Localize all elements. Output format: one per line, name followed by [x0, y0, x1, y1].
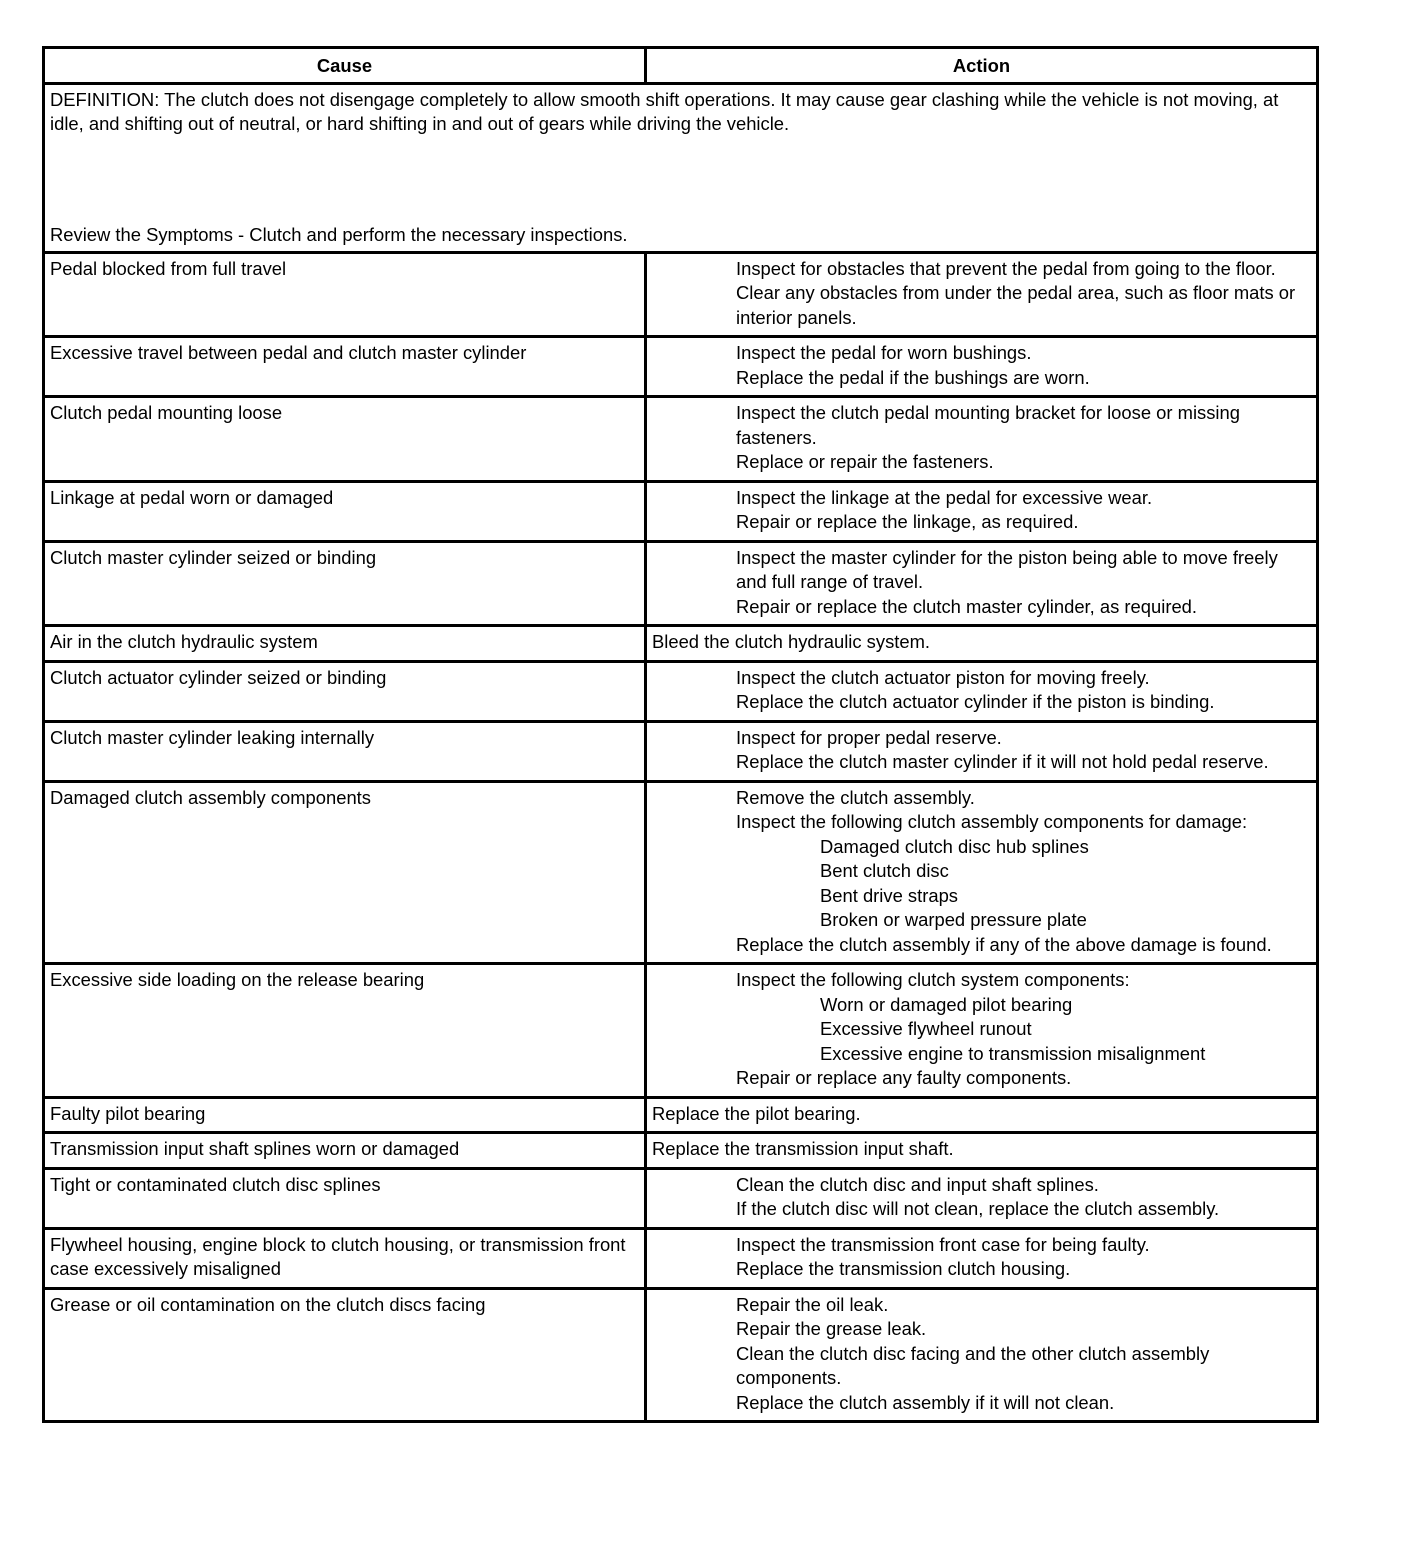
cause-header: Cause	[44, 48, 646, 84]
action-item: Repair or replace the linkage, as required.	[736, 511, 1079, 532]
action-item: Replace the clutch master cylinder if it will not hold pedal reserve.	[736, 751, 1269, 772]
header-row	[44, 48, 1318, 84]
cause-cell: Linkage at pedal worn or damaged	[44, 481, 646, 541]
action-item: Inspect the linkage at the pedal for excessive wear.	[736, 486, 1153, 508]
action-item: Repair or replace the clutch master cylinder, as required.	[736, 595, 1198, 617]
action-item: Inspect for obstacles that prevent the pedal from going to the floor.	[736, 257, 1276, 279]
action-list	[652, 726, 1311, 775]
action-item: Clean the clutch disc and input shaft splines.	[736, 1173, 1099, 1195]
action-item: Inspect the pedal for worn bushings.	[736, 342, 1032, 363]
action-list	[652, 257, 1311, 331]
table-row	[44, 781, 1318, 964]
action-item: Inspect for proper pedal reserve.	[736, 726, 1002, 748]
action-list	[652, 786, 1311, 958]
action-item: Remove the clutch assembly.	[736, 786, 975, 808]
table-row	[44, 1097, 1318, 1133]
action-item: Repair or replace any faulty components.	[736, 1067, 1072, 1088]
action-list	[652, 666, 1311, 715]
action-list	[652, 1137, 1311, 1162]
action-item: Bleed the clutch hydraulic system.	[652, 631, 931, 652]
definition-text: DEFINITION: The clutch does not disengage completely to allow smooth shift operations. It may cause gear clashing while the vehicle is not moving, at idle, and shifting out of neutral, or hard shifting in and out of gears while driving the vehicle.	[50, 88, 1279, 134]
action-cell	[646, 337, 1318, 397]
action-item: Replace the transmission input shaft.	[652, 1138, 954, 1159]
action-cell	[646, 626, 1318, 662]
action-item: Inspect the clutch pedal mounting bracket for loose or missing fasteners.	[736, 402, 1240, 448]
action-list	[652, 401, 1311, 475]
table-row	[44, 337, 1318, 397]
definition-row	[44, 83, 1318, 252]
table-row	[44, 964, 1318, 1098]
action-subitem: Bent drive straps	[820, 884, 958, 906]
action-header: Action	[646, 48, 1318, 84]
cause-cell: Excessive travel between pedal and clutch master cylinder	[44, 337, 646, 397]
table-row	[44, 1133, 1318, 1169]
action-list	[652, 546, 1311, 620]
action-cell	[646, 661, 1318, 721]
action-item: Replace the clutch actuator cylinder if the piston is binding.	[736, 691, 1215, 712]
action-item: Inspect the transmission front case for being faulty.	[736, 1233, 1150, 1255]
table-row	[44, 1168, 1318, 1228]
action-cell	[646, 781, 1318, 964]
action-list	[652, 341, 1311, 390]
table-row	[44, 541, 1318, 626]
action-subitem: Bent clutch disc	[820, 860, 949, 881]
action-item: Clean the clutch disc facing and the other clutch assembly components.	[736, 1342, 1210, 1388]
action-item: Inspect the clutch actuator piston for moving freely.	[736, 666, 1150, 688]
action-cell	[646, 252, 1318, 337]
action-cell	[646, 721, 1318, 781]
action-item: Replace the transmission clutch housing.	[736, 1258, 1071, 1279]
action-cell	[646, 1228, 1318, 1288]
cause-cell: Tight or contaminated clutch disc splines	[44, 1168, 646, 1228]
cause-cell: Damaged clutch assembly components	[44, 781, 646, 964]
action-cell	[646, 397, 1318, 482]
action-item: Clear any obstacles from under the pedal area, such as floor mats or interior panels.	[736, 282, 1296, 328]
action-list	[652, 1173, 1311, 1222]
cause-cell: Excessive side loading on the release bearing	[44, 964, 646, 1098]
cause-cell: Clutch actuator cylinder seized or binding	[44, 661, 646, 721]
action-list	[652, 630, 1311, 655]
table-row	[44, 481, 1318, 541]
cause-cell: Flywheel housing, engine block to clutch housing, or transmission front case excessively misaligned	[44, 1228, 646, 1288]
cause-cell: Pedal blocked from full travel	[44, 252, 646, 337]
table-row	[44, 661, 1318, 721]
action-list	[652, 968, 1311, 1091]
review-text: Review the Symptoms - Clutch and perform the necessary inspections.	[50, 224, 628, 245]
action-item: Replace the pilot bearing.	[652, 1102, 861, 1124]
action-cell	[646, 481, 1318, 541]
action-subitem: Broken or warped pressure plate	[820, 909, 1087, 930]
table-row	[44, 1228, 1318, 1288]
action-cell	[646, 1288, 1318, 1422]
table-row	[44, 1288, 1318, 1422]
action-item: Repair the oil leak.	[736, 1293, 889, 1315]
action-item: Inspect the following clutch system components:	[736, 969, 1130, 990]
diagnostic-table	[42, 46, 1319, 1423]
action-subitem: Worn or damaged pilot bearing	[820, 993, 1073, 1015]
action-subitem: Damaged clutch disc hub splines	[820, 835, 1089, 857]
action-cell	[646, 1133, 1318, 1169]
action-cell	[646, 1168, 1318, 1228]
action-item: Replace the clutch assembly if any of the above damage is found.	[736, 933, 1272, 955]
table-row	[44, 721, 1318, 781]
action-item: Inspect the master cylinder for the piston being able to move freely and full range of travel.	[736, 546, 1278, 592]
cause-cell: Clutch master cylinder seized or binding	[44, 541, 646, 626]
table-row	[44, 626, 1318, 662]
action-subitem: Excessive engine to transmission misalignment	[820, 1042, 1206, 1064]
cause-cell: Grease or oil contamination on the clutch discs facing	[44, 1288, 646, 1422]
action-cell	[646, 541, 1318, 626]
action-subitem: Excessive flywheel runout	[820, 1018, 1032, 1039]
action-list	[652, 486, 1311, 535]
cause-cell: Clutch pedal mounting loose	[44, 397, 646, 482]
action-item: Repair the grease leak.	[736, 1318, 927, 1339]
action-cell	[646, 964, 1318, 1098]
action-item: Replace the clutch assembly if it will not clean.	[736, 1391, 1115, 1413]
cause-cell: Air in the clutch hydraulic system	[44, 626, 646, 662]
cause-cell: Clutch master cylinder leaking internally	[44, 721, 646, 781]
action-list	[652, 1233, 1311, 1282]
table-row	[44, 397, 1318, 482]
action-item: If the clutch disc will not clean, replace the clutch assembly.	[736, 1198, 1220, 1219]
action-list	[652, 1102, 1311, 1127]
action-cell	[646, 1097, 1318, 1133]
cause-cell: Faulty pilot bearing	[44, 1097, 646, 1133]
table-row	[44, 252, 1318, 337]
definition-cell	[44, 83, 1318, 252]
action-item: Inspect the following clutch assembly components for damage:	[736, 811, 1248, 832]
cause-cell: Transmission input shaft splines worn or damaged	[44, 1133, 646, 1169]
action-item: Replace the pedal if the bushings are worn.	[736, 366, 1090, 388]
action-list	[652, 1293, 1311, 1416]
action-item: Replace or repair the fasteners.	[736, 451, 994, 472]
